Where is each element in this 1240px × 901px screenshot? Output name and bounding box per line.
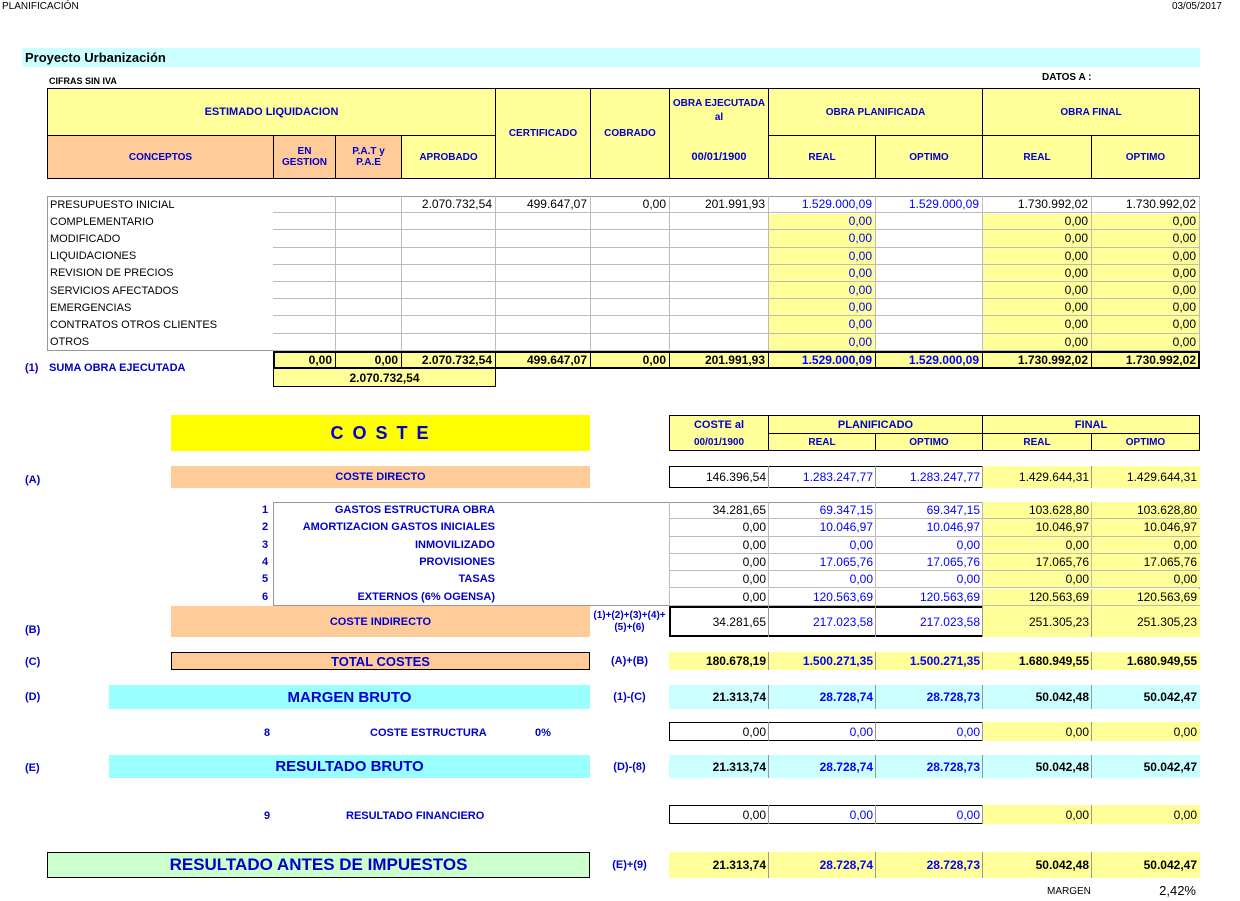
- concept-cell-popt: [875, 334, 983, 351]
- concept-cell-preal: 0,00: [768, 213, 876, 230]
- resultado-bruto-formula: (D)-(8): [613, 760, 646, 773]
- value-cell-ejec: 21.313,74: [669, 685, 769, 709]
- concept-cell-fopt: 0,00: [1091, 230, 1200, 247]
- indirect-cell-popt: 17.065,76: [875, 554, 983, 571]
- margen-value: 2,42%: [1159, 883, 1196, 898]
- value-cell-fopt: 1.680.949,55: [1091, 652, 1200, 670]
- value-cell-freal: 251.305,23: [982, 606, 1092, 637]
- concept-cell-apr: [401, 230, 496, 247]
- indirect-cell-fopt: 120.563,69: [1091, 589, 1200, 606]
- indirect-cell-ejec: 0,00: [669, 589, 769, 606]
- concept-cell-cert: [495, 248, 591, 265]
- concept-cell-cert: [495, 265, 591, 282]
- suma-cell-cob: 0,00: [590, 352, 670, 368]
- indirect-cell-preal: 0,00: [768, 537, 876, 554]
- indirect-cell-freal: 120.563,69: [982, 589, 1092, 606]
- indirect-item-num: 2: [262, 521, 269, 534]
- concept-cell-preal: 0,00: [768, 316, 876, 333]
- concept-cell-cob: [590, 282, 670, 299]
- indirect-cell-popt: 0,00: [875, 571, 983, 588]
- resultado-financiero-label: RESULTADO FINANCIERO: [346, 810, 485, 822]
- header-obra-final: OBRA FINAL: [982, 88, 1200, 136]
- concept-cell-en: [273, 230, 336, 247]
- concept-name: COMPLEMENTARIO: [50, 215, 154, 228]
- concept-cell-cob: [590, 230, 670, 247]
- concept-cell-apr: [401, 282, 496, 299]
- concept-cell-preal: 0,00: [768, 248, 876, 265]
- indirect-cell-freal: 10.046,97: [982, 519, 1092, 536]
- suma-cell-fopt: 1.730.992,02: [1091, 352, 1200, 368]
- value-cell-ejec: 34.281,65: [712, 614, 766, 629]
- concept-cell-freal: 0,00: [982, 265, 1092, 282]
- indirect-cell-preal: 10.046,97: [768, 519, 876, 536]
- concept-cell-en: [273, 265, 336, 282]
- concept-cell-en: [273, 334, 336, 351]
- value-cell-freal: 50.042,48: [982, 852, 1092, 878]
- coste-indirecto-label: COSTE INDIRECTO: [171, 606, 590, 637]
- coste-estructura-label: COSTE ESTRUCTURA: [370, 727, 487, 739]
- header-final-real: REAL: [982, 135, 1092, 179]
- indirect-cell-fopt: 0,00: [1091, 571, 1200, 588]
- concept-cell-pat: [335, 230, 402, 247]
- concept-cell-en: [273, 248, 336, 265]
- header-estimado: ESTIMADO LIQUIDACION: [47, 88, 496, 136]
- concept-cell-freal: 0,00: [982, 230, 1092, 247]
- concept-cell-fopt: 1.730.992,02: [1091, 196, 1200, 213]
- concept-cell-fopt: 0,00: [1091, 299, 1200, 316]
- resultado-antes-label: RESULTADO ANTES DE IMPUESTOS: [47, 852, 590, 878]
- value-cell-popt: 0,00: [875, 722, 983, 741]
- concept-cell-ejec: [669, 316, 769, 333]
- resultado-bruto-label: RESULTADO BRUTO: [109, 755, 590, 778]
- concept-cell-en: [273, 299, 336, 316]
- value-cell-freal: 0,00: [982, 722, 1092, 741]
- resultado-bruto-index: (E): [25, 762, 40, 774]
- concept-cell-apr: [401, 334, 496, 351]
- indirect-cell-popt: 0,00: [875, 537, 983, 554]
- concept-cell-cob: [590, 213, 670, 230]
- value-cell-fopt: 50.042,47: [1091, 685, 1200, 709]
- concept-cell-preal: 0,00: [768, 230, 876, 247]
- concept-cell-freal: 0,00: [982, 299, 1092, 316]
- coste-final-real: REAL: [982, 433, 1092, 451]
- indirect-cell-popt: 10.046,97: [875, 519, 983, 536]
- concept-cell-en: [273, 316, 336, 333]
- concept-cell-ejec: [669, 299, 769, 316]
- concept-cell-fopt: 0,00: [1091, 265, 1200, 282]
- indirect-cell-popt: 69.347,15: [875, 502, 983, 519]
- value-cell-preal: 1.283.247,77: [768, 466, 876, 488]
- header-cobrado: COBRADO: [590, 88, 670, 179]
- coste-estructura-pct: 0%: [535, 727, 551, 739]
- concept-cell-cert: 499.647,07: [495, 196, 591, 213]
- header-pat: P.A.T y P.A.E: [335, 135, 402, 179]
- concept-name: MODIFICADO: [50, 232, 121, 245]
- value-cell-preal: 0,00: [768, 722, 876, 741]
- coste-final-optimo: OPTIMO: [1091, 433, 1200, 451]
- indirect-cell-freal: 0,00: [982, 537, 1092, 554]
- concept-cell-pat: [335, 334, 402, 351]
- value-cell-ejec: 21.313,74: [669, 755, 769, 778]
- concept-cell-preal: 1.529.000,09: [768, 196, 876, 213]
- cifras-label: CIFRAS SIN IVA: [49, 76, 117, 86]
- concept-cell-apr: 2.070.732,54: [401, 196, 496, 213]
- concept-cell-freal: 0,00: [982, 334, 1092, 351]
- concept-cell-cob: 0,00: [590, 196, 670, 213]
- value-cell-freal: 0,00: [982, 805, 1092, 824]
- header-obra-ejecutada: [669, 88, 769, 179]
- concept-cell-popt: [875, 248, 983, 265]
- concept-cell-pat: [335, 316, 402, 333]
- project-title: Proyecto Urbanización: [25, 50, 166, 65]
- concept-cell-popt: 1.529.000,09: [875, 196, 983, 213]
- value-cell-popt: 28.728,73: [875, 685, 983, 709]
- value-cell-preal: 28.728,74: [768, 755, 876, 778]
- coste-al-date: 00/01/1900: [693, 436, 745, 448]
- indirect-cell-ejec: 0,00: [669, 537, 769, 554]
- concept-cell-apr: [401, 299, 496, 316]
- resultado-financiero-num: 9: [264, 810, 271, 822]
- obra-ejecutada-label: OBRA EJECUTADA al: [672, 98, 766, 123]
- coste-planificado: PLANIFICADO: [768, 415, 983, 434]
- suma-cell-popt: 1.529.000,09: [875, 352, 983, 368]
- concept-name: CONTRATOS OTROS CLIENTES: [50, 318, 218, 331]
- header-conceptos: CONCEPTOS: [47, 135, 274, 179]
- value-cell-preal: 1.500.271,35: [768, 652, 876, 670]
- header-final-optimo: OPTIMO: [1091, 135, 1200, 179]
- indirect-cell-ejec: 34.281,65: [669, 502, 769, 519]
- concept-cell-ejec: [669, 213, 769, 230]
- concept-cell-cob: [590, 265, 670, 282]
- value-cell-popt: 217.023,58: [875, 606, 983, 637]
- header-plan-real: REAL: [768, 135, 876, 179]
- indirect-item-label: PROVISIONES: [419, 555, 495, 568]
- concept-cell-cert: [495, 316, 591, 333]
- concept-cell-preal: 0,00: [768, 265, 876, 282]
- indirect-item-num: 4: [262, 555, 269, 568]
- margen-label: MARGEN: [1047, 886, 1091, 897]
- suma-cell-preal: 1.529.000,09: [768, 352, 876, 368]
- concept-cell-en: [273, 282, 336, 299]
- concept-cell-freal: 0,00: [982, 316, 1092, 333]
- concept-cell-cert: [495, 230, 591, 247]
- suma-label: SUMA OBRA EJECUTADA: [49, 362, 186, 374]
- concept-cell-ejec: 201.991,93: [669, 196, 769, 213]
- total-costes-formula: (A)+(B): [611, 655, 648, 667]
- indirect-item-num: 6: [262, 590, 269, 603]
- value-cell-popt: 28.728,73: [875, 755, 983, 778]
- value-cell-fopt: 0,00: [1091, 722, 1200, 741]
- concept-cell-freal: 0,00: [982, 282, 1092, 299]
- concept-cell-fopt: 0,00: [1091, 316, 1200, 333]
- margen-bruto-index: (D): [25, 691, 41, 703]
- coste-final: FINAL: [982, 415, 1200, 434]
- concept-cell-preal: 0,00: [768, 334, 876, 351]
- coste-indirecto-formula: (1)+(2)+(3)+(4)+(5)+(6): [593, 609, 666, 633]
- coste-al-header: [669, 415, 769, 451]
- coste-plan-optimo: OPTIMO: [875, 433, 983, 451]
- suma-cell-cert: 499.647,07: [495, 352, 591, 368]
- indirect-cell-preal: 69.347,15: [768, 502, 876, 519]
- indirect-cell-freal: 0,00: [982, 571, 1092, 588]
- indirect-cell-ejec: 0,00: [669, 571, 769, 588]
- value-cell-fopt: 50.042,47: [1091, 755, 1200, 778]
- app-title: PLANIFICACIÓN: [2, 1, 79, 12]
- indirect-cell-fopt: 17.065,76: [1091, 554, 1200, 571]
- margen-bruto-label: MARGEN BRUTO: [109, 685, 590, 709]
- concept-cell-pat: [335, 282, 402, 299]
- coste-directo-index: (A): [25, 474, 41, 486]
- indirect-cell-ejec: 0,00: [669, 519, 769, 536]
- indirect-item-num: 5: [262, 573, 269, 586]
- value-cell-fopt: 50.042,47: [1091, 852, 1200, 878]
- concept-cell-popt: [875, 282, 983, 299]
- concept-cell-pat: [335, 265, 402, 282]
- coste-title: C O S T E: [171, 415, 590, 451]
- concept-cell-pat: [335, 196, 402, 213]
- concept-cell-ejec: [669, 334, 769, 351]
- concept-cell-cert: [495, 282, 591, 299]
- suma-cell-pat: 0,00: [335, 352, 402, 368]
- concept-name: SERVICIOS AFECTADOS: [50, 284, 179, 297]
- value-cell-freal: 50.042,48: [982, 755, 1092, 778]
- value-cell-preal: 28.728,74: [768, 852, 876, 878]
- value-cell-popt: 1.500.271,35: [875, 652, 983, 670]
- header-aprobado: APROBADO: [401, 135, 496, 179]
- suma-index: (1): [25, 362, 39, 374]
- concept-cell-cob: [590, 316, 670, 333]
- concept-cell-ejec: [669, 282, 769, 299]
- suma-cell-ejec: 201.991,93: [669, 352, 769, 368]
- concept-cell-preal: 0,00: [768, 299, 876, 316]
- concept-cell-popt: [875, 265, 983, 282]
- indirect-cell-ejec: 0,00: [669, 554, 769, 571]
- indirect-cell-freal: 17.065,76: [982, 554, 1092, 571]
- indirect-cell-fopt: 0,00: [1091, 537, 1200, 554]
- concept-cell-en: [273, 213, 336, 230]
- coste-directo-label: COSTE DIRECTO: [171, 466, 590, 488]
- indirect-item-num: 3: [262, 538, 269, 551]
- suma-cell-freal: 1.730.992,02: [982, 352, 1092, 368]
- concept-name: LIQUIDACIONES: [50, 250, 137, 263]
- concept-name: EMERGENCIAS: [50, 301, 132, 314]
- concept-cell-popt: [875, 316, 983, 333]
- value-cell-popt: 0,00: [875, 805, 983, 824]
- concept-cell-popt: [875, 299, 983, 316]
- concept-cell-cob: [590, 299, 670, 316]
- indirect-item-label: EXTERNOS (6% OGENSA): [357, 590, 495, 603]
- concept-cell-fopt: 0,00: [1091, 213, 1200, 230]
- concept-cell-freal: 0,00: [982, 248, 1092, 265]
- coste-al-label: COSTE al: [693, 418, 745, 431]
- value-cell-ejec: 180.678,19: [669, 652, 769, 670]
- concept-cell-freal: 1.730.992,02: [982, 196, 1092, 213]
- coste-estructura-num: 8: [264, 727, 271, 739]
- value-cell-popt: 1.283.247,77: [875, 466, 983, 488]
- value-cell-ejec: 146.396,54: [705, 470, 766, 484]
- value-cell-ejec: 21.313,74: [669, 852, 769, 878]
- indirect-item-label: TASAS: [458, 573, 495, 586]
- indirect-cell-freal: 103.628,80: [982, 502, 1092, 519]
- margen-bruto-formula: (1)-(C): [613, 691, 646, 703]
- value-cell-ejec: 0,00: [742, 724, 766, 739]
- suma-cell-apr: 2.070.732,54: [401, 352, 496, 368]
- concept-cell-fopt: 0,00: [1091, 334, 1200, 351]
- coste-indirecto-index: (B): [25, 624, 41, 636]
- concept-cell-apr: [401, 265, 496, 282]
- datos-label: DATOS A :: [1042, 72, 1092, 83]
- concept-cell-ejec: [669, 265, 769, 282]
- indirect-item-label: AMORTIZACION GASTOS INICIALES: [302, 521, 495, 534]
- header-plan-optimo: OPTIMO: [875, 135, 983, 179]
- header-obra-planificada: OBRA PLANIFICADA: [768, 88, 983, 136]
- concept-cell-fopt: 0,00: [1091, 248, 1200, 265]
- concept-cell-pat: [335, 248, 402, 265]
- concept-cell-fopt: 0,00: [1091, 282, 1200, 299]
- value-cell-preal: 0,00: [768, 805, 876, 824]
- value-cell-freal: 1.680.949,55: [982, 652, 1092, 670]
- value-cell-popt: 28.728,73: [875, 852, 983, 878]
- coste-plan-real: REAL: [768, 433, 876, 451]
- indirect-item-num: 1: [262, 504, 269, 516]
- total-costes-label: TOTAL COSTES: [171, 652, 590, 670]
- concept-cell-ejec: [669, 248, 769, 265]
- header-certificado: CERTIFICADO: [495, 88, 591, 179]
- value-cell-fopt: 251.305,23: [1091, 606, 1200, 637]
- indirect-cell-preal: 17.065,76: [768, 554, 876, 571]
- concept-cell-cert: [495, 334, 591, 351]
- indirect-cell-fopt: 103.628,80: [1091, 502, 1200, 519]
- value-cell-fopt: 1.429.644,31: [1091, 466, 1200, 488]
- concept-cell-freal: 0,00: [982, 213, 1092, 230]
- value-cell-ejec: 0,00: [742, 807, 766, 822]
- obra-ejecutada-date: 00/01/1900: [691, 151, 747, 163]
- concept-cell-apr: [401, 316, 496, 333]
- total-costes-index: (C): [25, 656, 41, 668]
- concept-cell-cob: [590, 334, 670, 351]
- suma-subtotal: 2.070.732,54: [273, 368, 496, 387]
- value-cell-preal: 217.023,58: [768, 606, 876, 637]
- indirect-cell-popt: 120.563,69: [875, 589, 983, 606]
- value-cell-freal: 50.042,48: [982, 685, 1092, 709]
- concept-name: PRESUPUESTO INICIAL: [50, 198, 175, 211]
- indirect-item-label: GASTOS ESTRUCTURA OBRA: [334, 504, 495, 516]
- resultado-antes-formula: (E)+(9): [612, 859, 647, 871]
- header-en-gestion: EN GESTION: [273, 135, 336, 179]
- concept-cell-popt: [875, 213, 983, 230]
- concept-cell-cert: [495, 299, 591, 316]
- concept-cell-ejec: [669, 230, 769, 247]
- suma-cell-en: 0,00: [273, 352, 336, 368]
- value-cell-fopt: 0,00: [1091, 805, 1200, 824]
- concept-cell-cob: [590, 248, 670, 265]
- value-cell-freal: 1.429.644,31: [982, 466, 1092, 488]
- concept-name: REVISION DE PRECIOS: [50, 267, 174, 280]
- value-cell-preal: 28.728,74: [768, 685, 876, 709]
- concept-cell-popt: [875, 230, 983, 247]
- project-title-bar: [22, 48, 1200, 67]
- indirect-cell-preal: 0,00: [768, 571, 876, 588]
- indirect-cell-preal: 120.563,69: [768, 589, 876, 606]
- concept-cell-apr: [401, 248, 496, 265]
- concept-cell-cert: [495, 213, 591, 230]
- concept-cell-en: [273, 196, 336, 213]
- indirect-cell-fopt: 10.046,97: [1091, 519, 1200, 536]
- concept-name: OTROS: [50, 336, 90, 349]
- concept-cell-pat: [335, 213, 402, 230]
- indirect-item-label: INMOVILIZADO: [414, 538, 495, 551]
- report-date: 03/05/2017: [1171, 1, 1222, 12]
- concept-cell-preal: 0,00: [768, 282, 876, 299]
- concept-cell-pat: [335, 299, 402, 316]
- concept-cell-apr: [401, 213, 496, 230]
